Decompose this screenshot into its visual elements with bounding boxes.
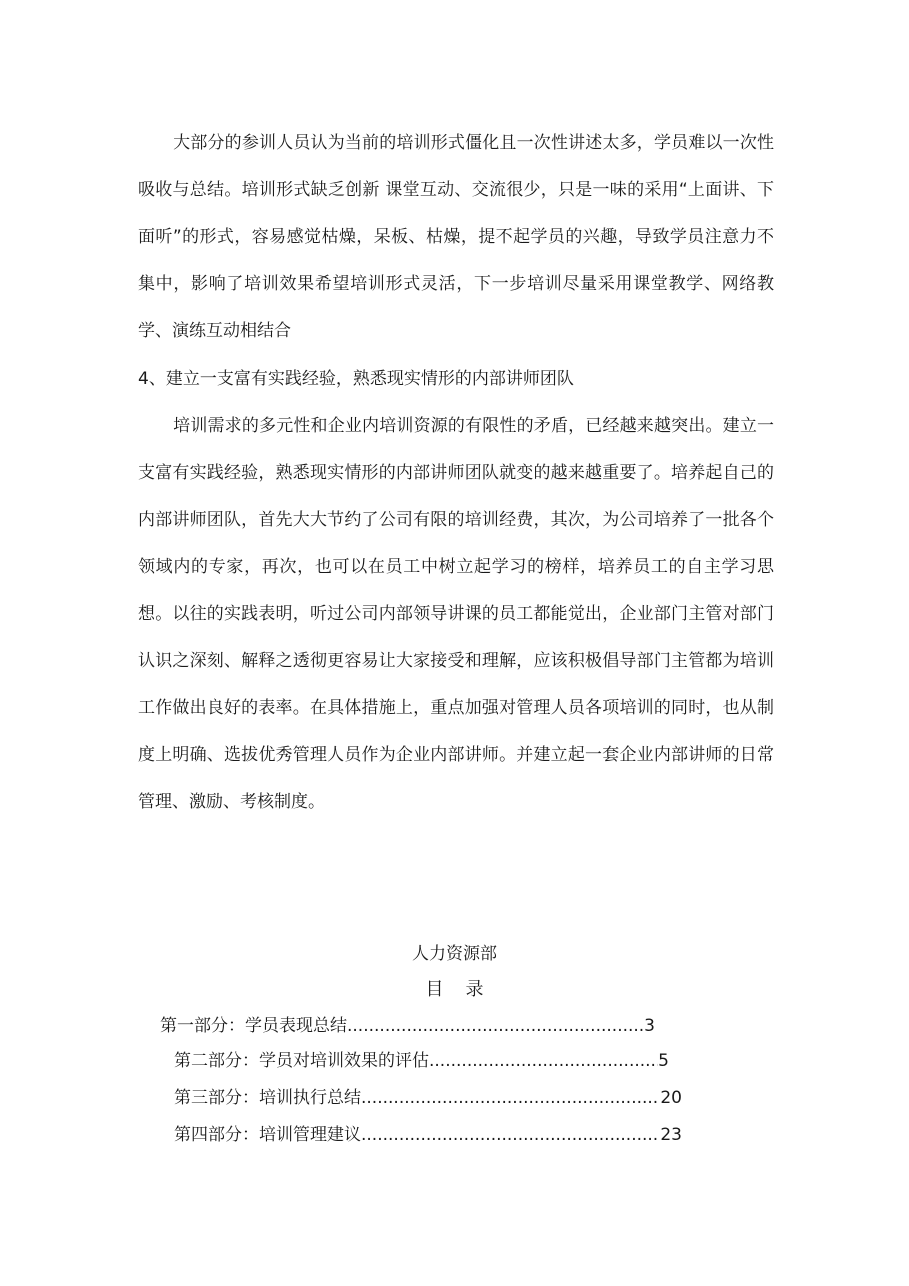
toc-entry-page: 3 bbox=[644, 1016, 655, 1036]
toc-entry bbox=[174, 1121, 682, 1149]
paragraph-text: 大部分的参训人员认为当前的培训形式僵化且一次性讲述太多，学员难以一次性吸收与总结。培训形式缺乏创新 课堂互动、交流很少，只是一味的采用“上面讲、下面听”的形式，容易感觉枯燥，呆板、枯燥，提不起学员的兴趣，导致学员注意力不集中，影响了培训效果希望培训形式灵活，下一步培训尽量采用课堂教学、网络教学、演练互动相结合 bbox=[138, 133, 774, 341]
toc-entry bbox=[160, 1012, 655, 1040]
toc-entry-page: 23 bbox=[660, 1125, 682, 1145]
toc-title: 目录 bbox=[425, 979, 506, 1000]
toc-entry-label: 第四部分：培训管理建议 bbox=[174, 1125, 361, 1145]
toc-entry-label: 第一部分：学员表现总结 bbox=[160, 1016, 347, 1036]
body-paragraph bbox=[138, 120, 774, 355]
toc-entry-page: 5 bbox=[658, 1051, 669, 1071]
toc-entry-label: 第三部分：培训执行总结 bbox=[174, 1088, 361, 1108]
body-paragraph bbox=[138, 403, 774, 826]
department-name: 人力资源部 bbox=[412, 944, 497, 964]
section-heading: 4、建立一支富有实践经验，熟悉现实情形的内部讲师团队 bbox=[138, 369, 574, 389]
toc-leader-dots bbox=[347, 1012, 644, 1040]
toc-entry-label: 第二部分：学员对培训效果的评估 bbox=[174, 1051, 429, 1071]
toc-leader-dots bbox=[361, 1084, 660, 1112]
toc-leader-dots bbox=[361, 1121, 660, 1149]
toc-entry-page: 20 bbox=[660, 1088, 682, 1108]
toc-entry bbox=[174, 1084, 682, 1112]
toc-leader-dots bbox=[429, 1047, 658, 1075]
toc-entry bbox=[174, 1047, 669, 1075]
paragraph-text: 培训需求的多元性和企业内培训资源的有限性的矛盾，已经越来越突出。建立一支富有实践经验，熟悉现实情形的内部讲师团队就变的越来越重要了。培养起自己的内部讲师团队，首先大大节约了公司有限的培训经费，其次，为公司培养了一批各个领域内的专家，再次，也可以在员工中树立起学习的榜样，培养员工的自主学习思想。以往的实践表明，听过公司内部领导讲课的员工都能觉出，企业部门主管对部门认识之深刻、解释之透彻更容易让大家接受和理解，应该积极倡导部门主管都为培训工作做出良好的表率。在具体措施上，重点加强对管理人员各项培训的同时，也从制度上明确、选拔优秀管理人员作为企业内部讲师。并建立起一套企业内部讲师的日常管理、激励、考核制度。 bbox=[138, 416, 774, 812]
